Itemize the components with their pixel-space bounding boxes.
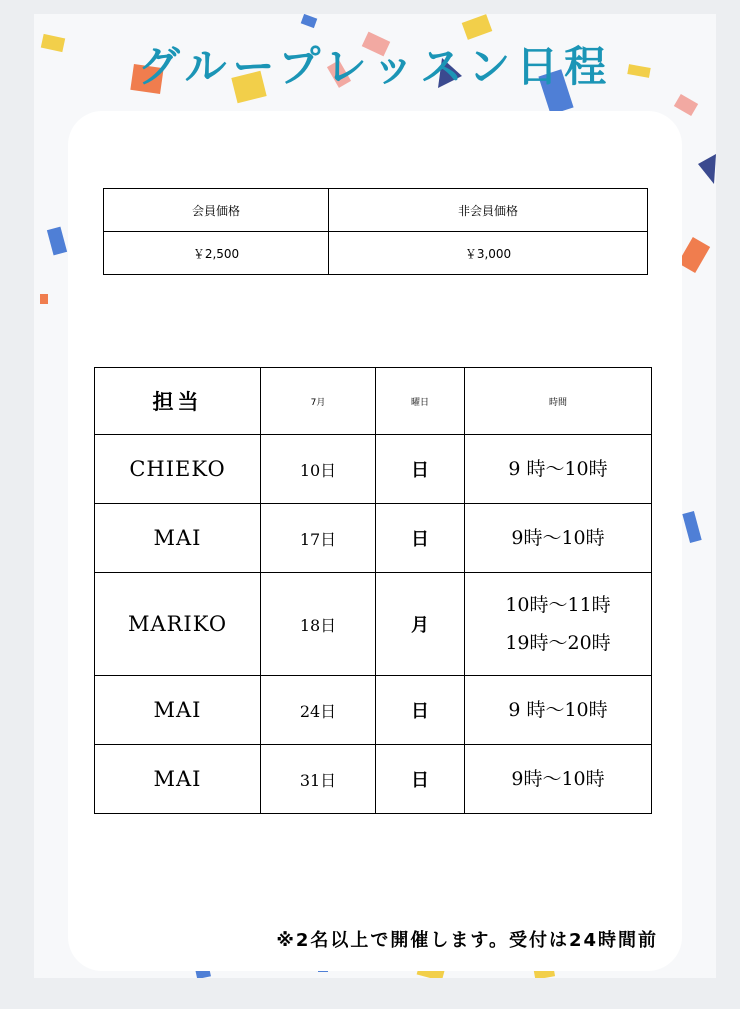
schedule-header-row: [95, 368, 652, 435]
confetti-piece: [301, 14, 318, 28]
time-cell: [465, 504, 652, 573]
time-cell: [465, 573, 652, 676]
nonmember-price-header: 非会員価格: [329, 189, 648, 232]
weekday-column-header: 曜日: [376, 368, 465, 435]
table-row: [95, 745, 652, 814]
date-cell: 10日: [261, 435, 376, 504]
date-cell: 18日: [261, 573, 376, 676]
time-slot: 9 時～10時: [508, 699, 608, 721]
confetti-piece: [698, 154, 716, 184]
confetti-piece: [678, 237, 710, 273]
time-cell: [465, 676, 652, 745]
confetti-piece: [682, 511, 701, 543]
staff-cell: MAI: [95, 676, 261, 745]
price-value-row: [104, 232, 648, 275]
table-row: [95, 504, 652, 573]
date-cell: 24日: [261, 676, 376, 745]
page-title: グループレッスン日程: [137, 42, 613, 91]
weekday-cell: 月: [376, 573, 465, 676]
confetti-piece: [674, 94, 698, 116]
staff-column-header: 担当: [95, 368, 261, 435]
weekday-cell: 日: [376, 504, 465, 573]
schedule-table: [94, 367, 652, 814]
time-cell: [465, 745, 652, 814]
member-price-value: ￥2,500: [104, 232, 329, 275]
weekday-cell: 日: [376, 676, 465, 745]
table-row: [95, 573, 652, 676]
time-slot: 10時～11時: [505, 594, 611, 616]
table-row: [95, 435, 652, 504]
confetti-piece: [40, 294, 48, 304]
time-column-header: 時間: [465, 368, 652, 435]
footnote: ※2名以上で開催します。受付は24時間前: [276, 930, 658, 951]
weekday-cell: 日: [376, 435, 465, 504]
time-slot: 9時～10時: [511, 768, 605, 790]
table-row: [95, 676, 652, 745]
staff-cell: CHIEKO: [95, 435, 261, 504]
time-slot: 9 時～10時: [508, 458, 608, 480]
flyer-page: [34, 14, 716, 978]
price-header-row: [104, 189, 648, 232]
member-price-header: 会員価格: [104, 189, 329, 232]
confetti-piece: [47, 227, 67, 256]
nonmember-price-value: ￥3,000: [329, 232, 648, 275]
time-slot: 19時～20時: [505, 632, 611, 654]
time-slot: 9時～10時: [511, 527, 605, 549]
staff-cell: MAI: [95, 504, 261, 573]
date-cell: 31日: [261, 745, 376, 814]
weekday-cell: 日: [376, 745, 465, 814]
time-cell: [465, 435, 652, 504]
price-table: [103, 188, 648, 275]
date-cell: 17日: [261, 504, 376, 573]
staff-cell: MAI: [95, 745, 261, 814]
month-column-header: 7月: [261, 368, 376, 435]
staff-cell: MARIKO: [95, 573, 261, 676]
